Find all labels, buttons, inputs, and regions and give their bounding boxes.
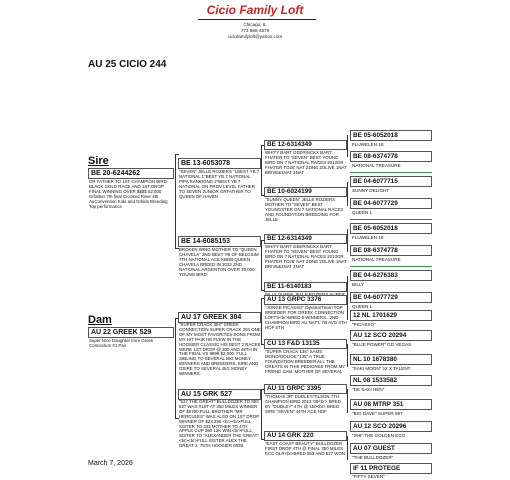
sire-dam-sire-description: WHITY BART GEERINCKX BART FHATER TO "SEVEN" BEST YOUNG BIRD ON 7 NATIONAL RACES 2013GR FHATER TO28' NAT ZONE 2OLIVE 1NAT BRIVE&1NAT 2NAT: [265, 245, 347, 269]
g4-dsd-name: NATIONAL TREASURE: [352, 257, 401, 262]
sire-sire-description: "SEVEN" JELLE ROZIERS "1BEST YB 7 NATIONAL 1"BEST YB 7 NATIONAL PIPA RANKIGNG 2"BEST YB 7 NATIONAL ON PROV LEVEL FATHER TO SEVEN JUNIOR GRFATHER TO QUEEN OF HAVEN: [179, 170, 260, 199]
dam-description: Super Nice Daughter from Greek Connection #1 Pair: [89, 339, 154, 348]
header-rule: [198, 19, 316, 20]
accent-rule: [350, 266, 432, 267]
sire-sire-sire-description: WHITY BART GEERINCKX BART FHATER TO "SEVEN" BEST YOUNG BIRD ON 7 NATIONAL RACES 2013GR FHATER TO28' NAT ZONE 2OLIVE 1NAT BRIVE&1NAT 2NAT: [265, 151, 347, 175]
dam-dam-dam-description: "EAST COAST BEAUTY" BULLDOZER FIRST DROP 4TH @ FINAL 350 MILES ECC OLR<br>BRED 553 AND 527 WON: [265, 442, 346, 456]
loft-email: ciciofamilyloft@yahoo.com: [227, 34, 283, 39]
g4-dsd-band[interactable]: BE 08-6374778: [350, 245, 432, 256]
g4-ssd-band[interactable]: BE 08-6374778: [350, 151, 432, 162]
dam-dam-description: "527 THE GREAT" BULLDOZER TO 800 527 WAS #1ST AT 350 MILES WINNER OF $5790 FULL BROTHER "MR HERCULES" WAS ALSO ON 1ST DROP WINNER OF $23,390.<br><br>FULL SISTER TO 333 MOTHER TO 4TH APPLE CUP 350 12K WIN.<br>FULL SISTER TO "ALEXANDER THE GREAT"<br><br>FULL SISTER ALEX THE GREAT 2, 75TH HOOSIER MOB: [179, 400, 260, 449]
accent-rule: [350, 219, 432, 220]
sire-description: GR FATHER TO 1ST CHAMPION BIRD BLACK GOLD RACE AND 1ST DROP FINAL WINNING OVER $$$$ 52.000 Grfather 7th final Crooked River 4th AuConvention Kids and Grkids Breeding Top performance: [89, 180, 168, 209]
g4-mssd-band[interactable]: AU 12 SCO 20294: [350, 330, 432, 341]
g4-msdd-name: "DE SAKI HEN": [352, 387, 385, 392]
g4-mdsd-band[interactable]: AU 12 SCO 20296: [350, 421, 432, 432]
g4-mdds-band[interactable]: AU 07 GUEST: [350, 443, 432, 454]
g4-mdsd-name: "296" THE GOLDEN EGG: [352, 433, 406, 438]
g4-sdd-name: QUEEN L: [352, 210, 373, 215]
g4-mssd-name: "BLUE POWER" GD VEGAS: [352, 342, 412, 347]
dam-dam-sire-band[interactable]: AU 11 GRPC 3395: [264, 384, 347, 394]
g4-msss-name: "PICASSO": [352, 322, 376, 327]
g4-msss-band[interactable]: 12 NL 1701629: [350, 310, 432, 321]
sire-sire-sire-band[interactable]: BE 12-6314349: [264, 140, 347, 150]
sire-sire-dam-band[interactable]: BE 10-6024199: [264, 187, 347, 197]
loft-phone: 773 885-4879: [240, 28, 270, 33]
dam-sire-sire-band[interactable]: AU 13 GRPC 3376: [264, 295, 347, 305]
g4-mdss-name: "BIG DAVE" SUPER 597: [352, 411, 403, 416]
sire-band[interactable]: BE 20-6244262: [88, 168, 174, 179]
g4-mddd-name: "FIFTY SEVEN": [352, 474, 385, 479]
g4-sss-band[interactable]: BE 05-6052018: [350, 130, 432, 141]
g4-mddd-band[interactable]: IF 11 PROTEGE: [350, 463, 432, 474]
accent-rule: [350, 172, 432, 173]
sire-dam-description: BROKEN WING MOTHER TO "QUEEN CHAVELA" 2ND BEST YB OF BELGIUM 7TH NATIONAL ACE KBDB QUEEN CHAVELA BREED IN 2022 2ND NATIONAL ARGENTON OVER 30,000 YOUNG BIRD: [179, 248, 259, 277]
print-date: March 7, 2026: [88, 460, 133, 467]
g4-ssd-name: NATIONAL TREASURE: [352, 163, 401, 168]
dam-dam-sire-description: "THOMAS JR" DUDLEY/TILSON 7TH CHAMPION BIRD 2013 YB<br> BRED BY "DUDLEY" 4TH @ 150<br> BRED SIRE "SEVEN" 44TH ACE HOF: [265, 395, 341, 414]
sire-sire-dam-description: "SUNNY QUEEN" JELLE ROZIERS MOTHER TO "SEVEN" BEST YOUNGSTER ON 7 NATIONAL RACES AND FOUNDATION BREEDING FOR JELLE: [265, 198, 344, 222]
loft-city: Chicago, IL: [243, 22, 267, 27]
dam-sire-description: "SUPER CRACK 304" GREEK CONNECTION SUPER CRACK 304 ONE OF MY MOST FAVORITES SONS FROM MY HIT PAIR HE FLEW IN THE HOOSIER CLASSIC HIS BEST 2 RACES WERE 1ST DROP @ 200 AND 48TH IN THE FINAL VS 9898 $2,000. FULL SIBLING TO SEVERAL BIG MONEY WINNERS AND BREEDERS. SIRE AND GSIRE TO SEVERAL BIG MONEY WINNERS.: [179, 323, 261, 377]
g4-sds-band[interactable]: BE 04-6077715: [350, 176, 432, 187]
sire-label: Sire: [88, 155, 109, 167]
dam-sire-dam-band[interactable]: CU 13 F&D 13135: [264, 339, 347, 349]
dam-dam-dam-band[interactable]: AU 14 GRK 220: [264, 431, 347, 441]
g4-dss-band[interactable]: BE 05-6052018: [350, 223, 432, 234]
pedigree-title: AU 25 CICIO 244: [88, 59, 167, 70]
loft-name: Cicio Family Loft: [206, 3, 304, 17]
g4-dds-name: BILLY: [352, 282, 365, 287]
sire-dam-sire-band[interactable]: BE 12-6314349: [264, 234, 347, 244]
g4-sds-name: SUNNY DELIGHT: [352, 188, 390, 193]
dam-label: Dam: [88, 314, 112, 326]
g4-dds-band[interactable]: BE 04-6276383: [350, 270, 432, 281]
dam-band[interactable]: AU 22 GREEK 529: [88, 327, 174, 338]
dam-sire-sire-description: "JONGE PICASSO" Dijkstra/Tilson TOP BREEDER FOR GREEK CONNECTION LOFTS<br>BRED 5 WINNERS...2ND CHAMPION BIRD AU NAT'L YB AVG 4TH HOF 5TH: [265, 306, 347, 330]
dam-dam-band[interactable]: AU 15 GRK 527: [178, 389, 261, 400]
sire-dam-dam-band[interactable]: BE 11-6140183: [264, 282, 347, 292]
g4-msds-name: "SAKI MOON" 12 X TALENT: [352, 366, 411, 371]
dam-sire-dam-description: "SUPER CRACK 135" SAMS MONO/GOLIDE "135" A TRUE FOUNDATION BREEDER ALL THE GREATS IN THIS PEDIGREE FROM MY FRIEND SAM. MOTHER OF SEVERAL: [265, 350, 346, 374]
sire-sire-band[interactable]: BE 13-6053078: [178, 158, 261, 169]
g4-ddd-name: QUEEN L: [352, 304, 373, 309]
g4-msds-band[interactable]: NL 10 1678380: [350, 354, 432, 365]
g4-mdds-name: "THE BULLDOZER": [352, 455, 394, 460]
g4-dss-name: FLUWELEN 18: [352, 235, 384, 240]
sire-dam-band[interactable]: BE 14-6085153: [178, 236, 261, 247]
g4-mdss-band[interactable]: AU 08 MTRP 351: [350, 399, 432, 410]
g4-ddd-band[interactable]: BE 04-6077729: [350, 292, 432, 303]
dam-sire-band[interactable]: AU 17 GREEK 304: [178, 312, 261, 323]
g4-sss-name: FLUWELEN 18: [352, 142, 384, 147]
g4-msdd-band[interactable]: NL 08 1533582: [350, 375, 432, 386]
g4-sdd-band[interactable]: BE 04-6077729: [350, 198, 432, 209]
